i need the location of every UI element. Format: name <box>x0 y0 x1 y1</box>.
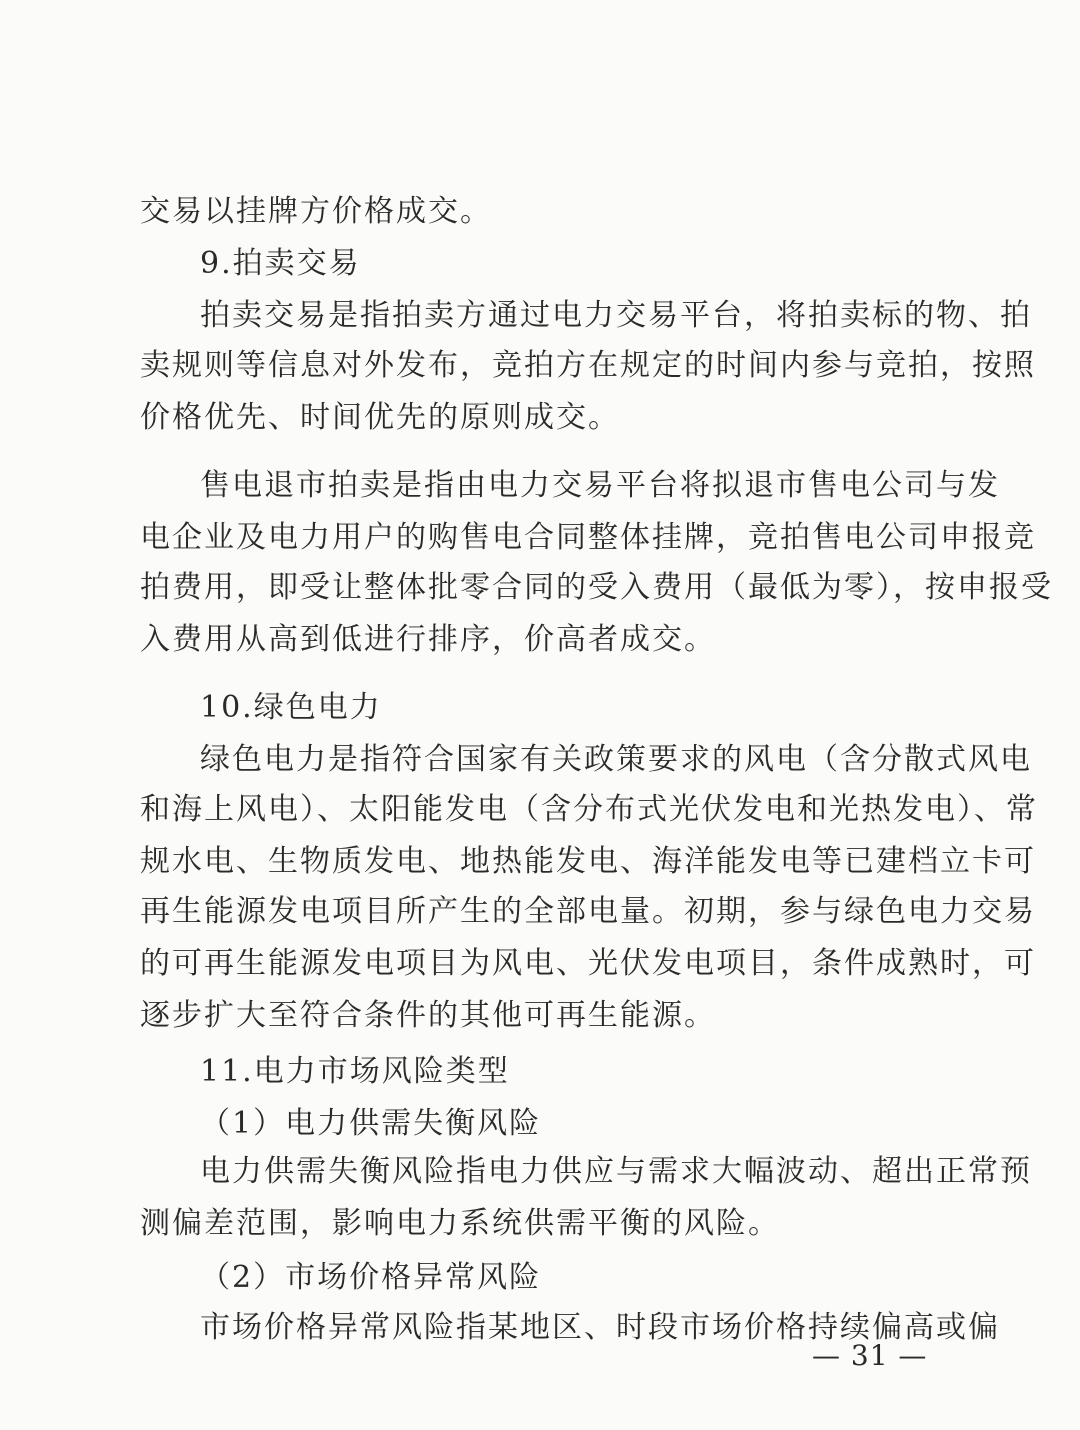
page-number: — 31 — <box>812 1339 928 1372</box>
text-line: 和海上风电）、太阳能发电（含分布式光伏发电和光热发电）、常 <box>140 792 1038 827</box>
text-line: 电力供需失衡风险指电力供应与需求大幅波动、超出正常预 <box>200 1154 1032 1189</box>
section-heading: 10.绿色电力 <box>200 690 382 725</box>
subsection-heading: （2）市场价格异常风险 <box>200 1260 542 1295</box>
text-line: 入费用从高到低进行排序，价高者成交。 <box>140 622 716 657</box>
subsection-heading: （1）电力供需失衡风险 <box>200 1106 542 1141</box>
section-heading: 9.拍卖交易 <box>200 246 361 281</box>
text-line: 规水电、生物质发电、地热能发电、海洋能发电等已建档立卡可 <box>140 844 1036 879</box>
section-heading: 11.电力市场风险类型 <box>200 1054 510 1089</box>
text-line: 卖规则等信息对外发布，竞拍方在规定的时间内参与竞拍，按照 <box>140 348 1036 383</box>
text-line: 拍费用，即受让整体批零合同的受入费用（最低为零），按申报受 <box>140 570 1053 605</box>
text-line: 逐步扩大至符合条件的其他可再生能源。 <box>140 998 716 1033</box>
text-line: 再生能源发电项目所产生的全部电量。初期，参与绿色电力交易 <box>140 894 1036 929</box>
text-line: 价格优先、时间优先的原则成交。 <box>140 400 620 435</box>
text-line: 的可再生能源发电项目为风电、光伏发电项目，条件成熟时，可 <box>140 946 1036 981</box>
text-line: 市场价格异常风险指某地区、时段市场价格持续偏高或偏 <box>200 1310 1000 1345</box>
text-line: 售电退市拍卖是指由电力交易平台将拟退市售电公司与发 <box>200 468 1000 503</box>
text-line: 电企业及电力用户的购售电合同整体挂牌，竞拍售电公司申报竞 <box>140 520 1036 555</box>
text-line: 绿色电力是指符合国家有关政策要求的风电（含分散式风电 <box>200 742 1032 777</box>
text-line: 拍卖交易是指拍卖方通过电力交易平台，将拍卖标的物、拍 <box>200 298 1032 333</box>
text-line: 交易以挂牌方价格成交。 <box>140 194 492 229</box>
text-line: 测偏差范围，影响电力系统供需平衡的风险。 <box>140 1206 780 1241</box>
